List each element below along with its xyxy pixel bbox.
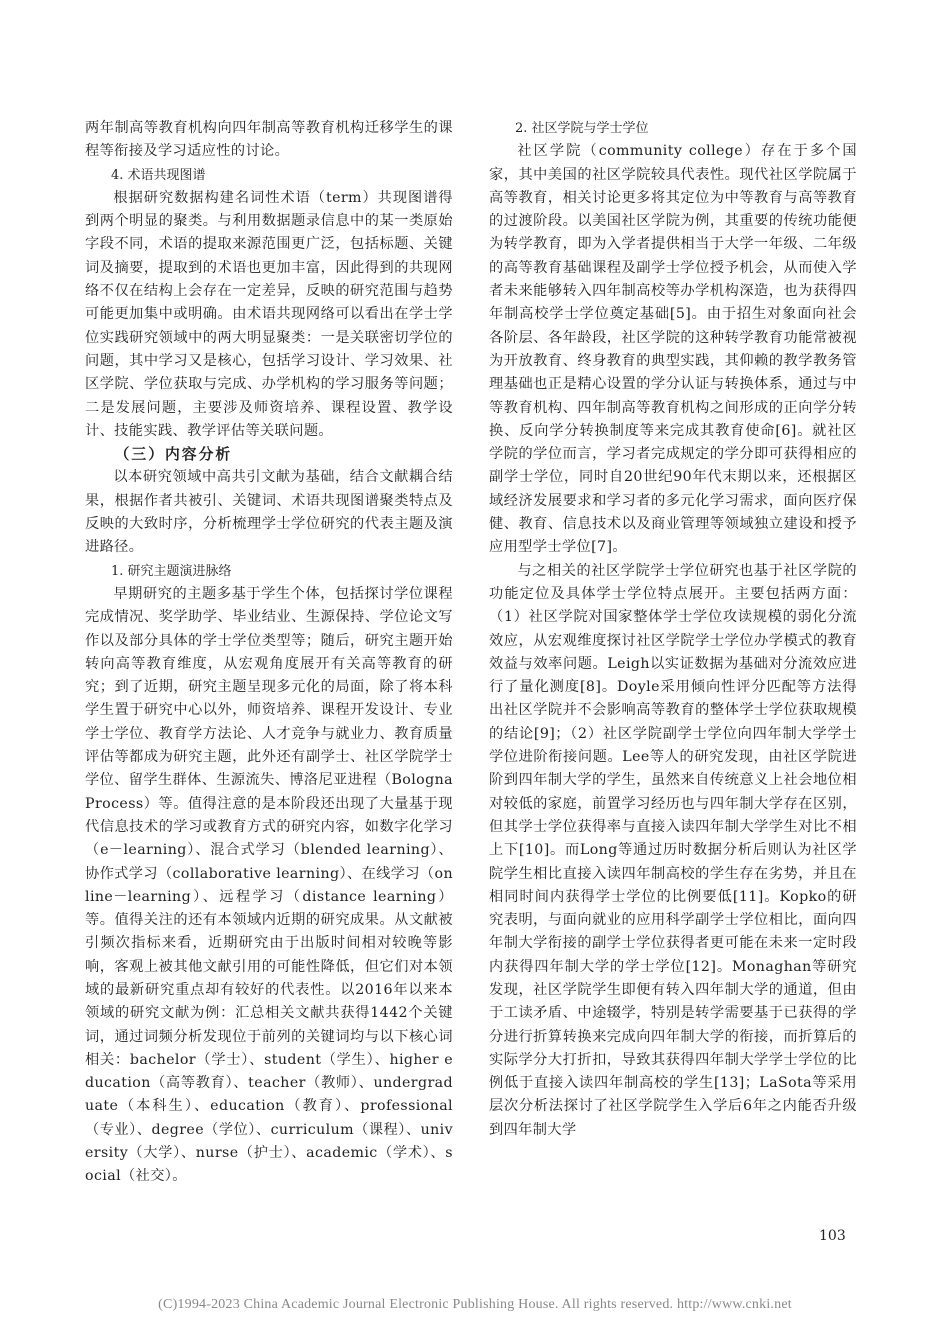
subsection-heading: 2. 社区学院与学士学位 <box>515 121 649 136</box>
page-number: 103 <box>819 1228 846 1244</box>
paragraph: 两年制高等教育机构向四年制高等教育机构迁移学生的课程等衔接及学习适应性的讨论。 <box>85 120 453 160</box>
paragraph: 以本研究领域中高共引文献为基础，结合文献耦合结果，根据作者共被引、关键词、术语共现图谱聚类特点及反映的大致时序，分析梳理学士学位研究的代表主题及演进路径。 <box>85 469 453 556</box>
subsection-heading: 1. 研究主题演进脉络 <box>111 563 232 579</box>
paragraph: 社区学院（community college）存在于多个国家，其中美国的社区学院较具代表性。现代社区学院属于高等教育，相关讨论更多将其定位为中等教育与高等教育的过渡阶段。以美国社区学院为例，其重要的传统功能便为转学教育，即为入学者提供相当于大学一年级、二年级的高等教育基础课程及副学士学位授予机会，从而使入学者未来能够转入四年制高校等办学机构深造，也为获得四年制高校学士学位奠定基础[5]。由于招生对象面向社会各阶层、各年龄段，社区学院的这种转学教育功能常被视为开放教育、终身教育的典型实践，其仰赖的教学教务管理基础也正是精心设置的学分认证与转换体系，通过与中等教育机构、四年制高等教育机构之间形成的正向学分转换、反向学分转换制度等来完成其教育使命[6]。就社区学院的学位而言，学习者完成规定的学分即可获得相应的副学士学位，同时自20世纪90年代末期以来，还根据区域经济发展要求和学习者的多元化学习需求，面向医疗保健、教育、信息技术以及商业管理等领域独立建设和授予应用型学士学位[7]。 <box>489 143 857 556</box>
left-column <box>85 117 453 1189</box>
copyright-footer: (C)1994-2023 China Academic Journal Electronic Publishing House. All rights reserved. http://www.cnki.net <box>158 1297 792 1312</box>
subsection-heading: 4. 术语共现图谱 <box>111 167 206 183</box>
paragraph: 早期研究的主题多基于学生个体，包括探讨学位课程完成情况、奖学助学、毕业结业、生源保持、学位论文写作以及部分具体的学士学位类型等；随后，研究主题开始转向高等教育维度，从宏观角度展开有关高等教育的研究；到了近期，研究主题呈现多元化的局面，除了将本科学生置于研究中心以外，师资培养、课程开发设计、专业学士学位、教育学方法论、人才竞争与就业力、教育质量评估等都成为研究主题，此外还有副学士、社区学院学士学位、留学生群体、生源流失、博洛尼亚进程（Bologna Process）等。值得注意的是本阶段还出现了大量基于现代信息技术的学习或教育方式的研究内容，如数字化学习（e－learning）、混合式学习（blended learning）、协作式学习（collaborative learning）、在线学习（online－learning）、远程学习（distance learning）等。值得关注的还有本领域内近期的研究成果。从文献被引频次指标来看，近期研究由于出版时间相对较晚等影响，客观上被其他文献引用的可能性降低，但它们对本领域的最新研究重点却有较好的代表性。以2016年以来本领域的研究文献为例：汇总相关文献共获得1442个关键词，通过词频分析发现位于前列的关键词均与以下核心词相关：bachelor（学士）、student（学生）、higher education（高等教育）、teacher（教师）、undergraduate（本科生）、education（教育）、professional（专业）、degree（学位）、curriculum（课程）、university（大学）、nurse（护士）、academic（学术）、social（社交）。 <box>85 585 453 1185</box>
paragraph: 根据研究数据构建名词性术语（term）共现图谱得到两个明显的聚类。与利用数据题录信息中的某一类原始字段不同，术语的提取来源范围更广泛，包括标题、关键词及摘要，提取到的术语也更加丰富，因此得到的共现网络不仅在结构上会存在一定差异，反映的研究范围与趋势可能更加集中或明确。由术语共现网络可以看出在学士学位实践研究领域中的两大明显聚类：一是关联密切学位的问题，其中学习又是核心，包括学习设计、学习效果、社区学院、学位获取与完成、办学机构的学习服务等问题；二是发展问题，主要涉及师资培养、课程设置、教学设计、技能实践、教学评估等关联问题。 <box>85 189 453 439</box>
section-heading: （三）内容分析 <box>114 446 233 464</box>
right-column <box>489 117 857 1142</box>
paragraph: 与之相关的社区学院学士学位研究也基于社区学院的功能定位及具体学士学位特点展开。主要包括两方面：（1）社区学院对国家整体学士学位攻读规模的弱化分流效应，从宏观维度探讨社区学院学士学位办学模式的教育效益与效率问题。Leigh以实证数据为基础对分流效应进行了量化测度[8]。Doyle采用倾向性评分匹配等方法得出社区学院并不会影响高等教育的整体学士学位获取规模的结论[9]；（2）社区学院副学士学位向四年制大学学士学位进阶衔接问题。Lee等人的研究发现，由社区学院进阶到四年制大学的学生，虽然来自传统意义上社会地位相对较低的家庭，前置学习经历也与四年制大学存在区别，但其学士学位获得率与直接入读四年制大学学生对比不相上下[10]。而Long等通过历时数据分析后则认为社区学院学生相比直接入读四年制高校的学生存在劣势，并且在相同时间内获得学士学位的比例要低[11]。Kopko的研究表明，与面向就业的应用科学副学士学位相比，面向四年制大学衔接的副学士学位获得者更可能在未来一定时段内获得四年制大学的学士学位[12]。Monaghan等研究发现，社区学院学生即便有转入四年制大学的通道，但由于工读矛盾、中途辍学，特别是转学需要基于已获得的学分进行折算转换来完成向四年制大学的衔接，而折算后的实际学分大打折扣，导致其获得四年制大学学士学位的比例低于直接入读四年制高校的学生[13]；LaSota等采用层次分析法探讨了社区学院学生入学后6年之内能否升级到四年制大学 <box>489 562 857 1138</box>
